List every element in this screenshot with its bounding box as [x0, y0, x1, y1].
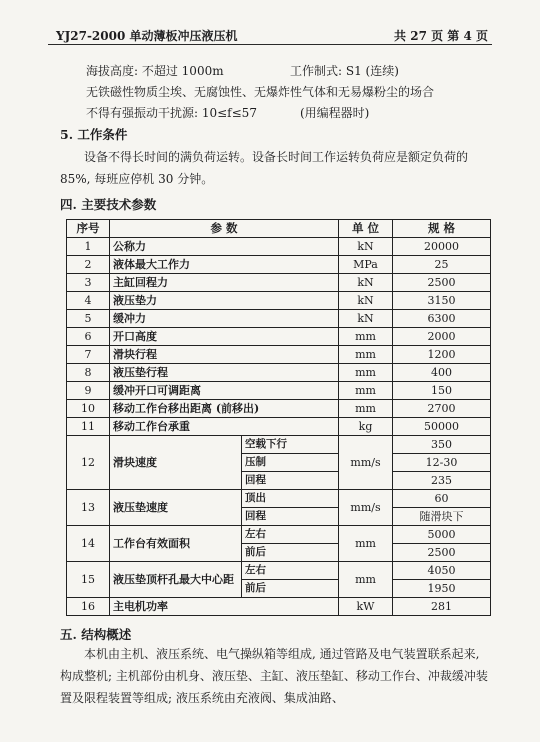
cell-value: 50000 — [393, 418, 491, 436]
cell-no: 3 — [67, 274, 110, 292]
cell-value: 2000 — [393, 328, 491, 346]
cell-value: 1200 — [393, 346, 491, 364]
cell-value: 3150 — [393, 292, 491, 310]
cell-value: 2700 — [393, 400, 491, 418]
cell-param: 移动工作台移出距离 (前移出) — [110, 400, 339, 418]
document-title: YJ27-2000 单动薄板冲压液压机 — [56, 29, 238, 43]
table-row — [67, 292, 491, 310]
table-row: 16 主电机功率 kW 281 — [67, 598, 491, 616]
cell-param: 开口高度 — [110, 328, 339, 346]
cell-no: 4 — [67, 292, 110, 310]
cell-no: 2 — [67, 256, 110, 274]
table-header-row — [67, 220, 491, 238]
medium-text: 无铁磁性物质尘埃、无腐蚀性、无爆炸性气体和无易爆粉尘的场合 — [86, 85, 435, 99]
cell-unit: kN — [339, 292, 393, 310]
cell-param: 液压垫力 — [110, 292, 339, 310]
cell-value: 20000 — [393, 238, 491, 256]
table-row — [67, 382, 491, 400]
tech-params-table — [66, 219, 491, 616]
page-header — [48, 26, 492, 45]
vibration-text: 不得有强振动干扰源: 10≤f≤57 — [86, 106, 257, 120]
table-row — [67, 310, 491, 328]
cell-param: 缓冲开口可调距离 — [110, 382, 339, 400]
cell-no: 10 — [67, 400, 110, 418]
cell-unit: kN — [339, 238, 393, 256]
table-row: 压制 12-30 — [67, 454, 491, 472]
cell-unit: MPa — [339, 256, 393, 274]
cell-param: 液压垫行程 — [110, 364, 339, 382]
table-row: 回程 随滑块下 — [67, 508, 491, 526]
structure-paragraph: 本机由主机、液压系统、电气操纵箱等组成, 通过管路及电气装置联系起来, 构成整机; 主机部份由机身、液压垫、主缸、液压垫缸、移动工作台、冲裁缓冲装置及限程装置等组成; 液压系统由充液阀、集成油路、 — [60, 647, 488, 705]
table-row: 15 液压垫顶杆孔最大中心距 左右 mm 4050 — [67, 562, 491, 580]
header-value: 规 格 — [393, 220, 491, 238]
section-title-tech-params: 四. 主要技术参数 — [60, 197, 157, 212]
table-row: 前后 1950 — [67, 580, 491, 598]
cell-value: 25 — [393, 256, 491, 274]
cell-param: 移动工作台承重 — [110, 418, 339, 436]
table-row: 前后 2500 — [67, 544, 491, 562]
work-conditions-paragraph: 设备不得长时间的满负荷运转。设备长时间工作运转负荷应是额定负荷的 85%, 每班应停机 30 分钟。 — [60, 150, 469, 186]
cell-param: 滑块行程 — [110, 346, 339, 364]
table-row: 13 液压垫速度 顶出 mm/s 60 — [67, 490, 491, 508]
cell-value: 400 — [393, 364, 491, 382]
table-row — [67, 256, 491, 274]
section-title-structure: 五. 结构概述 — [60, 627, 132, 642]
table-row — [67, 346, 491, 364]
cell-no: 9 — [67, 382, 110, 400]
table-row — [67, 274, 491, 292]
table-row: 12 滑块速度 空载下行 mm/s 350 — [67, 436, 491, 454]
encoder-text: (用编程器时) — [300, 106, 370, 120]
cell-no: 1 — [67, 238, 110, 256]
header-unit: 单 位 — [339, 220, 393, 238]
cell-unit: mm — [339, 364, 393, 382]
cell-unit: kN — [339, 274, 393, 292]
cell-value: 2500 — [393, 274, 491, 292]
cell-param: 液体最大工作力 — [110, 256, 339, 274]
cell-param: 公称力 — [110, 238, 339, 256]
table-row — [67, 418, 491, 436]
page-number: 共 27 页 第 4 页 — [394, 29, 488, 43]
section-title-work-conditions: 5. 工作条件 — [60, 127, 128, 142]
cell-value: 150 — [393, 382, 491, 400]
table-row — [67, 400, 491, 418]
cell-unit: kg — [339, 418, 393, 436]
table-row — [67, 238, 491, 256]
cell-unit: kN — [339, 310, 393, 328]
cell-unit: mm — [339, 346, 393, 364]
cell-unit: mm — [339, 400, 393, 418]
cell-no: 7 — [67, 346, 110, 364]
cell-param: 主缸回程力 — [110, 274, 339, 292]
cell-no: 5 — [67, 310, 110, 328]
table-row — [67, 328, 491, 346]
cell-no: 8 — [67, 364, 110, 382]
header-param: 参 数 — [110, 220, 339, 238]
duty-text: 工作制式: S1 (连续) — [290, 64, 399, 78]
table-row — [67, 364, 491, 382]
cell-no: 6 — [67, 328, 110, 346]
table-row: 回程 235 — [67, 472, 491, 490]
cell-no: 11 — [67, 418, 110, 436]
header-no: 序号 — [67, 220, 110, 238]
table-row: 14 工作台有效面积 左右 mm 5000 — [67, 526, 491, 544]
altitude-text: 海拔高度: 不超过 1000m — [86, 64, 224, 78]
cell-unit: mm — [339, 328, 393, 346]
cell-value: 6300 — [393, 310, 491, 328]
cell-unit: mm — [339, 382, 393, 400]
cell-param: 缓冲力 — [110, 310, 339, 328]
